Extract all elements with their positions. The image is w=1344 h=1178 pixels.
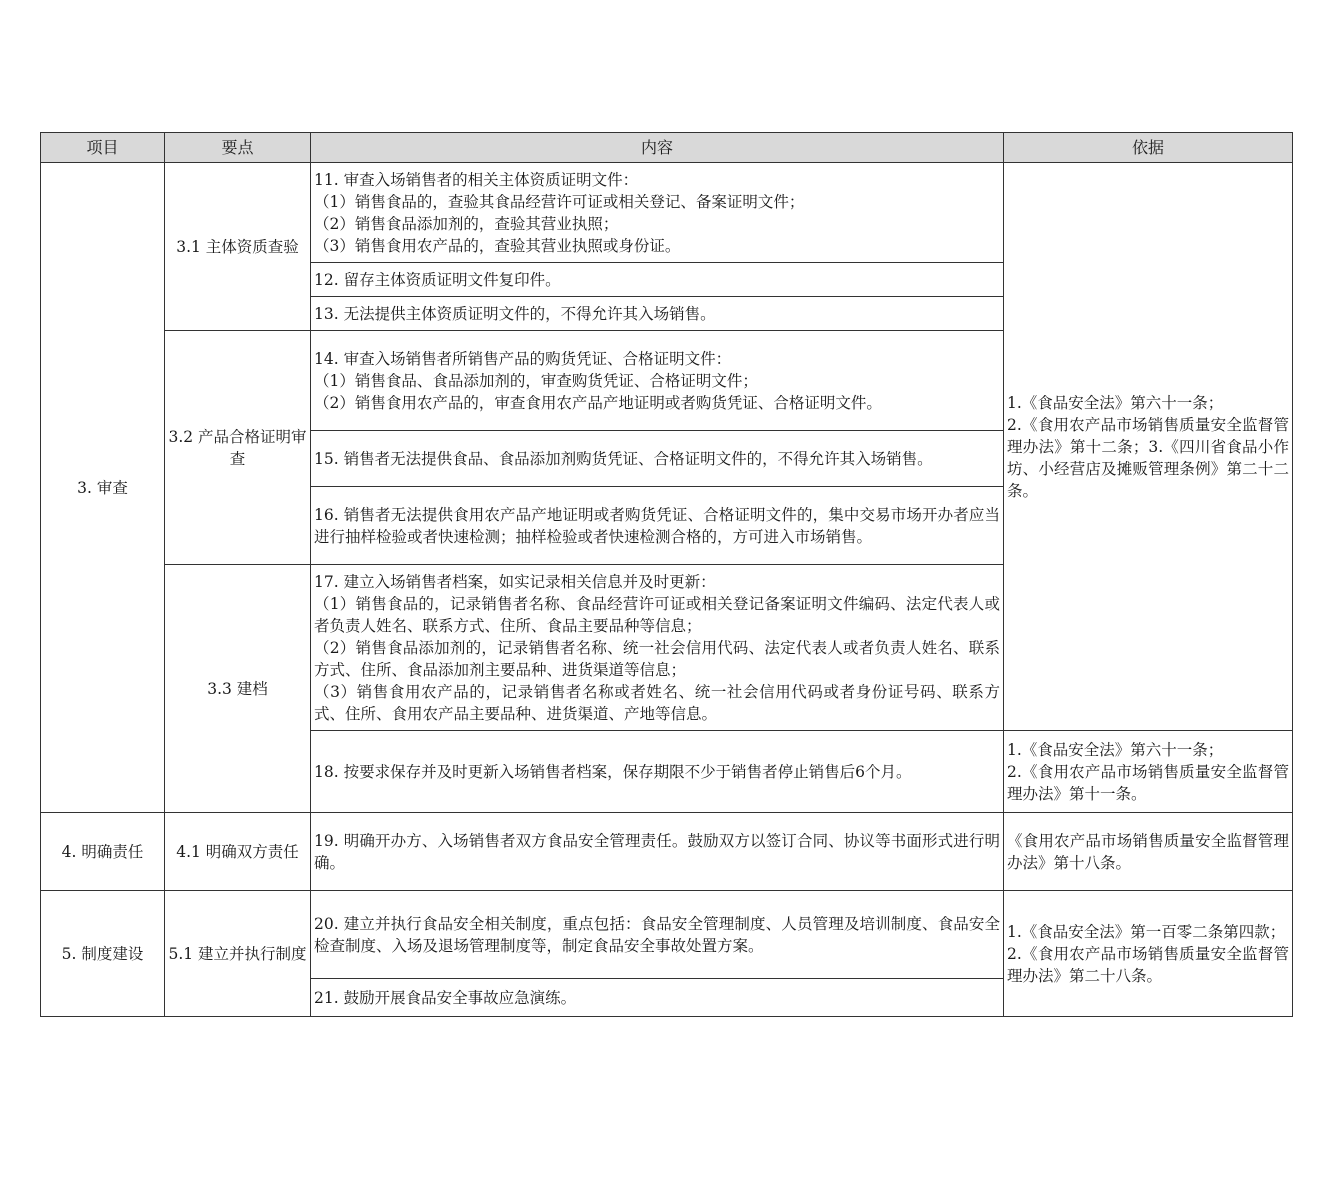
basis-line: 1.《食品安全法》第一百零二条第四款； <box>1007 922 1286 941</box>
content-line: （2）销售食品添加剂的，记录销售者名称、统一社会信用代码、法定代表人或者负责人姓名、联系方式、住所、食品添加剂主要品种、进货渠道等信息； <box>314 638 1000 679</box>
basis-line: 2.《食用农产品市场销售质量安全监督管理办法》第十二条；3.《四川省食品小作坊、小经营店及摊贩管理条例》第二十二条。 <box>1007 415 1289 500</box>
content-cell <box>311 331 1004 431</box>
header-item: 项目 <box>41 133 165 163</box>
basis-line: 2.《食用农产品市场销售质量安全监督管理办法》第二十八条。 <box>1007 944 1289 985</box>
point-cell: 4.1 明确双方责任 <box>165 813 311 891</box>
content-cell: 19. 明确开办方、入场销售者双方食品安全管理责任。鼓励双方以签订合同、协议等书面形式进行明确。 <box>311 813 1004 891</box>
content-line: （3）销售食用农产品的，查验其营业执照或身份证。 <box>314 236 681 255</box>
basis-line: 1.《食品安全法》第六十一条； <box>1007 740 1224 759</box>
content-line: 11. 审查入场销售者的相关主体资质证明文件： <box>314 170 639 189</box>
item-cell: 4. 明确责任 <box>41 813 165 891</box>
point-cell: 5.1 建立并执行制度 <box>165 891 311 1017</box>
content-cell: 21. 鼓励开展食品安全事故应急演练。 <box>311 979 1004 1017</box>
content-line: （3）销售食用农产品的，记录销售者名称或者姓名、统一社会信用代码或者身份证号码、联系方式、住所、食用农产品主要品种、进货渠道、产地等信息。 <box>314 682 1000 723</box>
table-header-row <box>41 133 1293 163</box>
header-point: 要点 <box>165 133 311 163</box>
content-line: （1）销售食品的，记录销售者名称、食品经营许可证或相关登记备案证明文件编码、法定代表人或者负责人姓名、联系方式、住所、食品主要品种等信息； <box>314 594 1000 635</box>
content-cell: 15. 销售者无法提供食品、食品添加剂购货凭证、合格证明文件的，不得允许其入场销售。 <box>311 431 1004 487</box>
content-line: 14. 审查入场销售者所销售产品的购货凭证、合格证明文件： <box>314 349 732 368</box>
content-cell: 12. 留存主体资质证明文件复印件。 <box>311 263 1004 297</box>
content-line: （1）销售食品、食品添加剂的，审查购货凭证、合格证明文件； <box>314 371 758 390</box>
document-page <box>40 132 1293 1017</box>
basis-cell <box>1004 891 1293 1017</box>
basis-cell: 《食用农产品市场销售质量安全监督管理办法》第十八条。 <box>1004 813 1293 891</box>
regulation-table <box>40 132 1293 1017</box>
content-line: （2）销售食用农产品的，审查食用农产品产地证明或者购货凭证、合格证明文件。 <box>314 393 882 412</box>
basis-cell <box>1004 731 1293 813</box>
table-row <box>41 813 1293 891</box>
point-cell: 3.3 建档 <box>165 565 311 813</box>
item-cell: 5. 制度建设 <box>41 891 165 1017</box>
basis-line: 1.《食品安全法》第六十一条； <box>1007 393 1224 412</box>
content-line: （2）销售食品添加剂的，查验其营业执照； <box>314 214 619 233</box>
basis-cell <box>1004 163 1293 731</box>
point-cell: 3.1 主体资质查验 <box>165 163 311 331</box>
item-cell: 3. 审查 <box>41 163 165 813</box>
content-cell: 20. 建立并执行食品安全相关制度，重点包括：食品安全管理制度、人员管理及培训制度、食品安全检查制度、入场及退场管理制度等，制定食品安全事故处置方案。 <box>311 891 1004 979</box>
content-cell: 18. 按要求保存并及时更新入场销售者档案，保存期限不少于销售者停止销售后6个月。 <box>311 731 1004 813</box>
content-cell: 16. 销售者无法提供食用农产品产地证明或者购货凭证、合格证明文件的，集中交易市场开办者应当进行抽样检验或者快速检测；抽样检验或者快速检测合格的，方可进入市场销售。 <box>311 487 1004 565</box>
content-line: 17. 建立入场销售者档案，如实记录相关信息并及时更新： <box>314 572 716 591</box>
header-basis: 依据 <box>1004 133 1293 163</box>
content-cell <box>311 163 1004 263</box>
basis-line: 2.《食用农产品市场销售质量安全监督管理办法》第十一条。 <box>1007 762 1289 803</box>
header-content: 内容 <box>311 133 1004 163</box>
table-row <box>41 163 1293 263</box>
point-cell: 3.2 产品合格证明审查 <box>165 331 311 565</box>
content-cell <box>311 565 1004 731</box>
table-row <box>41 891 1293 979</box>
content-line: （1）销售食品的，查验其食品经营许可证或相关登记、备案证明文件； <box>314 192 805 211</box>
content-cell: 13. 无法提供主体资质证明文件的，不得允许其入场销售。 <box>311 297 1004 331</box>
